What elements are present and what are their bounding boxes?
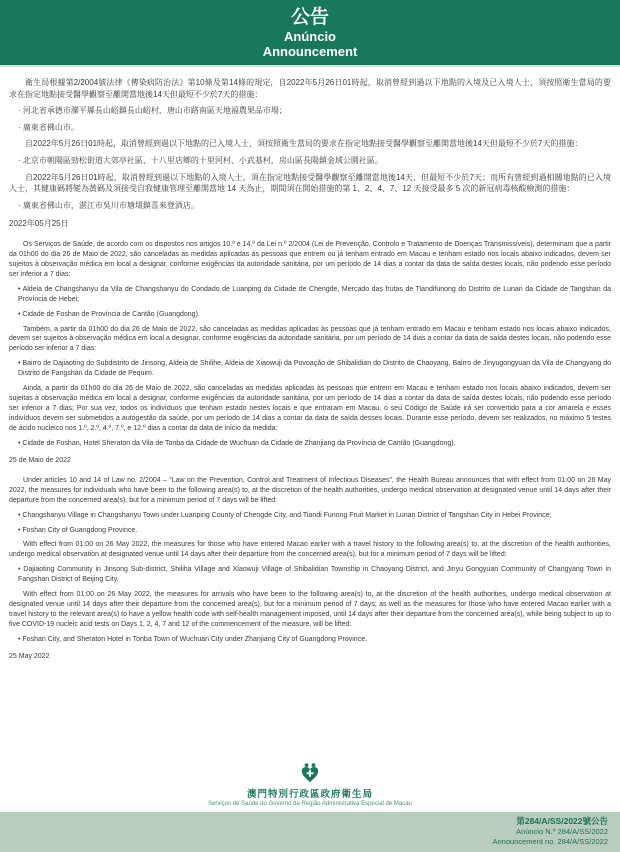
paragraph: Ainda, a partir da 01h00 do dia 26 de Maio de 2022, são canceladas as medidas aplicadas às pessoas que entrem em Macau e tenham estado nos locais abaixo indicados, devem ser sujeitas à observação médica em local a designar, conforme exigências da autoridade sanitária, por um período de 14 dias a contar da data de saída destes locais, não podendo esse período ser inferior a 7 dias; Por sua vez, todos os indivíduos que tenham estado nestes locais e que entraram em Macau, o seu Código de Saúde irá ser convertido para a cor amarela e esses indivíduos devem ser submetidos a autogestão da saúde, por um período de 14 dias a contar da data de saída desses locais. Durante esse período, devem ser realizados, no máximo 5 testes de ácido nucleico nos 1.º, 2.º, 4.º, 7.º, e 12.º dias a contar da data de início da medida: bbox=[9, 385, 611, 432]
paragraph: 衛生局根據第2/2004號法律《傳染病防治法》第10條及第14條的規定，自2022年5月26日01時起，取消曾經到過以下地點的入境及已入境人士，須按照衛生當局的要求在指定地點接受醫學觀察至離開當地後14天但最短不少於7天的措施： bbox=[9, 78, 611, 99]
paragraph: 自2022年5月26日01時起，取消曾經到過以下地點的入境人士，須在指定地點接受醫學觀察至離開當地後14天，但最短不少於7天；而所有曾經到過相關地點的已入境人士，其健康碼將變為黃碼及須接受自我健康管理至離開當地 14 天為止，期間須在開始措施的第 1、2、4、7、12 天接受最多 5 次的新冠病毒核酸檢測的措施： bbox=[9, 172, 611, 194]
paragraph: Os Serviços de Saúde, de acordo com os dispostos nos artigos 10.º e 14.º da Lei n.º 2/2004 (Lei de Prevenção, Controlo e Tratamento de Doenças Transmissíveis), determinam que a partir da 01h00 do dia 26 de Maio de 2022, são canceladas as medidas aplicadas às pessoas que entrem ou já tenham entrado em Macau e tenham estado nos locais abaixo indicados, devem ser sujeitos à observação médica em local a designar, conforme exigências da autoridade sanitária, por um período de 14 dias a contar da data de saída destes locais, não podendo esse período ser inferior a 7 dias: bbox=[9, 240, 611, 278]
paragraph: With effect from 01:00 on 26 May 2022, the measures for arrivals who have been to the following area(s) to, at the discretion of the health authorities, undergo medical observation at designated venue until 14 days after their departure from the concerned area(s), but for a minimum period of 7 days; as well as the measures for those who have entered Macao earlier with a travel history to the relevant area(s) to have a yellow health code with self-health management imposed, until 14 days after their departure from the concerned area(s), while being subject to up to five COVID-19 nucleic acid tests on Days 1, 2, 4, 7 and 12 of the commencement of the measure, will be lifted: bbox=[9, 591, 611, 628]
bullet-item: • Foshan City of Guangdong Province. bbox=[18, 526, 138, 534]
paragraph: Também, a partir da 01h00 do dia 26 de Maio de 2022, são canceladas as medidas aplicadas às pessoas que já tenham entrado em Macau e tenham estado nos locais abaixo indicados, devem ser sujeitos à observação médica em local a designar, conforme exigências da autoridade sanitária, por um período de 14 dias a contar da data de saída destes locais, não podendo esse período ser inferior a 7 dias: bbox=[9, 325, 611, 353]
paragraph: 自2022年5月26日01時起，取消曾經到過以下地點的已入境人士，須按照衛生當局的要求在指定地點接受醫學觀察至離開當地後14天但最短不少於7天的措施： bbox=[25, 139, 583, 149]
bullet-item: • Dajiaoting Community in Jinsong Sub-district, Shiliha Village and Xiaowuji Village of Shibalidian Township in Chaoyang District, and Jinyu Gongyuan Community of Changyang Town in Fangshan District of Beijing City. bbox=[18, 566, 611, 584]
health-bureau-heart-logo-icon bbox=[299, 762, 321, 789]
bullet-item: • Aldeia de Changshanyu da Vila de Changshanyu do Condado de Luanping da Cidade de Chengde, Mercado das frutas de Tiandifunong do Distrito de Lunan da Cidade de Tangshan da Província de Hebei; bbox=[18, 285, 611, 303]
bullet-item: · 廣東省佛山市。 bbox=[18, 122, 79, 132]
section-portuguese bbox=[9, 240, 611, 466]
date-line: 25 May 2022 bbox=[9, 652, 50, 660]
bullet-item: · 北京市朝陽區勁松街道大郊亭社區、十八里店鄉的十里河村、小武基村，房山區長陽鎮金域公園社區。 bbox=[18, 155, 383, 165]
section-chinese bbox=[9, 77, 611, 230]
bullet-item: · 廣東省佛山市，湛江市吳川市塘㙍鎮喜來登酒店。 bbox=[18, 200, 199, 210]
footer-reference-band bbox=[0, 812, 620, 852]
date-line: 2022年05月25日 bbox=[9, 219, 69, 229]
announcement-header bbox=[0, 0, 620, 67]
health-bureau-logo bbox=[0, 762, 620, 808]
date-line: 25 de Maio de 2022 bbox=[9, 456, 71, 464]
title-zh: 公告 bbox=[290, 7, 329, 28]
section-english bbox=[9, 476, 611, 662]
announcement-body bbox=[0, 67, 620, 662]
logo-name-zh: 澳門特別行政區政府衛生局 bbox=[246, 789, 373, 800]
logo-name-pt: Serviços de Saúde do Governo da Região Administrativa Especial de Macau bbox=[208, 801, 412, 807]
bullet-item: • Foshan City, and Sheraton Hotel in Tonba Town of Wuchuan City under Zhanjiang City of Guangdong Province. bbox=[18, 635, 368, 643]
paragraph: Under articles 10 and 14 of Law no. 2/2004 – “Law on the Prevention, Control and Treatment of Infectious Diseases”, the Health Bureau announces that with effect from 01:00 on 26 May 2022, the measures for individuals who have been to the following area(s) to, at the discretion of the health authorities, undergo medical observation at designated venue until 14 days after their departure from the concerned area(s), but for a minimum period of 7 days will be lifted: bbox=[9, 476, 611, 504]
bullet-item: • Cidade de Foshan, Hotel Sheraton da Vila de Tonba da Cidade de Wuchuan da Cidade de Zhanjiang da Província de Cantão (Guangdong). bbox=[18, 439, 456, 447]
title-pt: Anúncio bbox=[284, 29, 336, 44]
bullet-item: · 河北省承德市灤平縣長山峪鎮長山峪村，唐山市路南區天地福農果品市場； bbox=[18, 106, 287, 116]
reference-number-en: Announcement no. 284/A/SS/2022 bbox=[492, 837, 608, 846]
bullet-item: • Changshanyu Village in Changshanyu Town under Luanping County of Chengde City, and Tiandi Funong Fruit Market in Lunan District of Tangshan City in Hebei Province; bbox=[18, 511, 552, 519]
reference-number-zh: 第284/A/SS/2022號公告 bbox=[516, 816, 608, 826]
title-en: Announcement bbox=[262, 44, 358, 59]
bullet-item: • Bairro de Dajiaoting do Subdistrito de Jinsong, Aldeia de Shilihe, Aldeia de Xiaowuji da Povoação de Shibalidian do Distrito de Chaoyang, Bairro de Jinyugongyuan da Vila de Changyang do Distrito de Fangshan da Cidade de Pequim. bbox=[18, 360, 611, 378]
paragraph: With effect from 01:00 on 26 May 2022, the measures for those who have entered Macao earlier with a travel history to the following area(s) to, at the discretion of the health authorities, undergo medical observation at designated venue until 14 days after their departure from the concerned area(s), but for a minimum period of 7 days will be lifted: bbox=[9, 541, 611, 559]
bullet-item: • Cidade de Foshan de Província de Cantão (Guangdong). bbox=[18, 310, 200, 318]
reference-number-pt: Anúncio N.º 284/A/SS/2022 bbox=[516, 827, 608, 836]
